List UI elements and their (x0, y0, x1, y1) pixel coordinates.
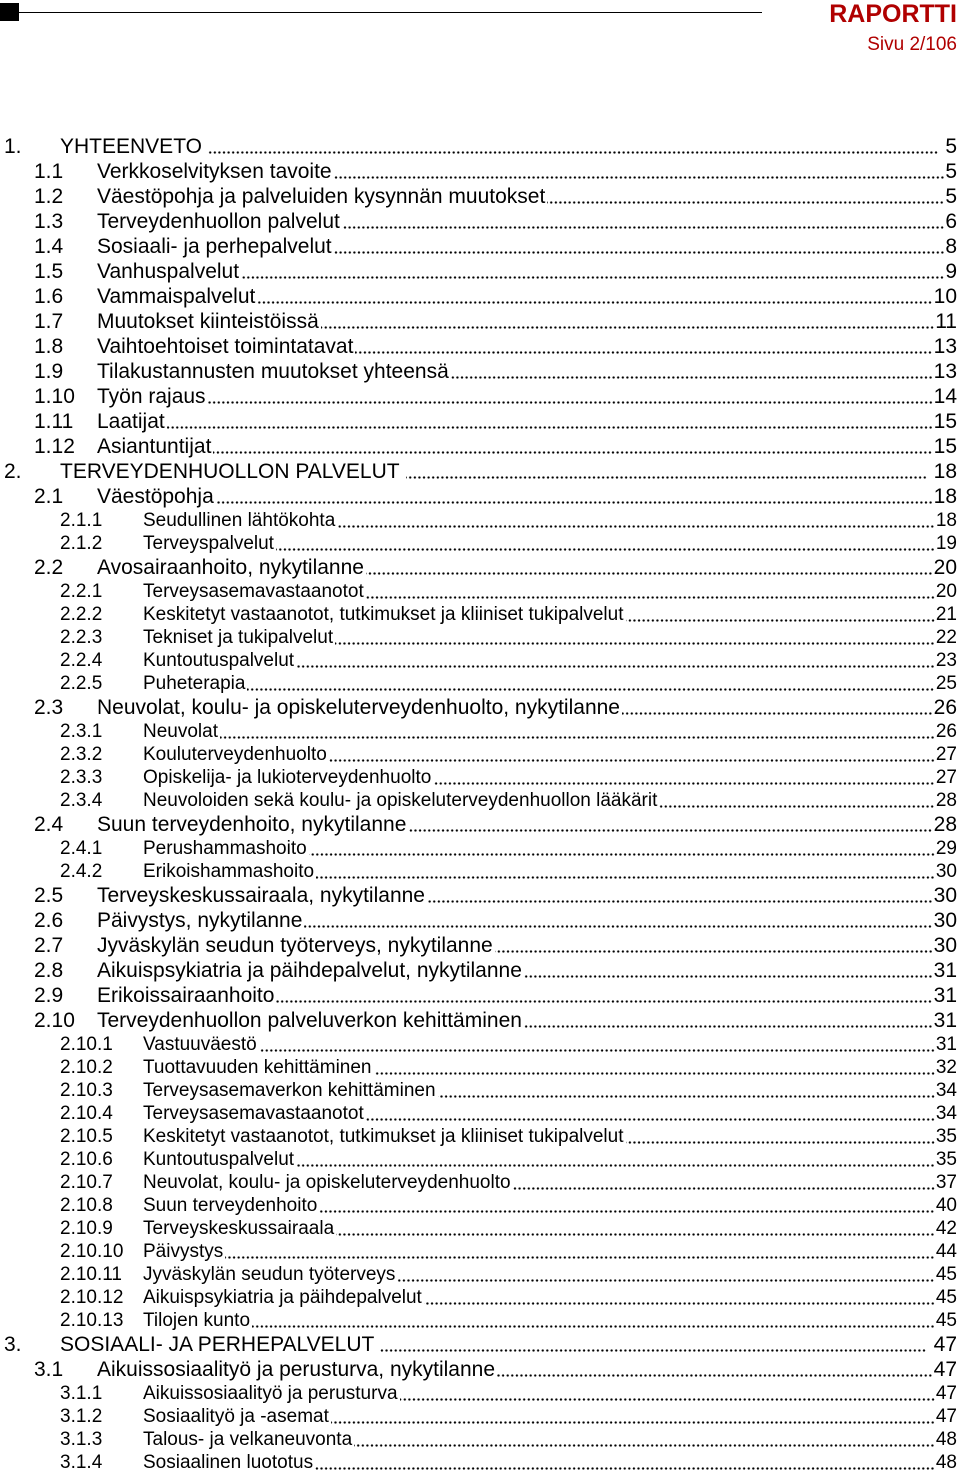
toc-entry-page: 5 (945, 184, 957, 208)
toc-entry-page: 26 (933, 695, 957, 719)
toc-entry-page: 18 (935, 509, 957, 531)
toc-dot-leader (427, 888, 933, 904)
toc-entry-1 (0, 134, 960, 158)
toc-dot-leader (213, 439, 932, 455)
toc-entry-page: 26 (935, 720, 957, 742)
toc-entry-page: 45 (935, 1309, 957, 1331)
toc-entry-title: Muutokset kiinteistöissä (97, 309, 319, 333)
toc-entry-number: 2.10.1 (60, 1033, 113, 1055)
toc-entry-2-9 (0, 983, 960, 1007)
toc-dot-leader (208, 389, 933, 405)
toc-entry-number: 2.10.10 (60, 1240, 124, 1262)
toc-entry-title: Jyväskylän seudun työterveys (143, 1263, 396, 1285)
toc-entry-title: Sosiaali- ja perhepalvelut (97, 234, 332, 258)
toc-entry-page: 23 (935, 649, 957, 671)
toc-entry-title: Väestöpohja (97, 484, 214, 508)
toc-dot-leader (167, 414, 933, 430)
toc-entry-number: 2.10.11 (60, 1263, 122, 1285)
toc-dot-leader (626, 1130, 935, 1144)
toc-entry-2-2-4 (0, 649, 960, 671)
toc-entry-number: 1.3 (34, 209, 64, 233)
toc-entry-number: 2.3.4 (60, 789, 103, 811)
toc-entry-title: Aikuispsykiatria ja päihdepalvelut, nykytilanne (97, 958, 522, 982)
toc-dot-leader (331, 1410, 935, 1424)
toc-dot-leader (247, 677, 934, 691)
toc-entry-title: YHTEENVETO (60, 134, 202, 158)
toc-entry-title: Vastuuväestö (143, 1033, 257, 1055)
toc-entry-page: 6 (945, 209, 957, 233)
toc-entry-number: 2.10.7 (60, 1171, 113, 1193)
toc-dot-leader (304, 913, 932, 929)
toc-entry-number: 2.3.3 (60, 766, 103, 788)
toc-entry-page: 25 (935, 672, 957, 694)
toc-entry-number: 2.10.8 (60, 1194, 113, 1216)
toc-dot-leader (336, 1222, 935, 1236)
toc-dot-leader (659, 794, 934, 808)
toc-entry-title: Vanhuspalvelut (97, 259, 240, 283)
toc-entry-page: 31 (933, 983, 957, 1007)
toc-entry-2-1-1 (0, 509, 960, 531)
toc-entry-title: Tuottavuuden kehittäminen (143, 1056, 372, 1078)
toc-entry-number: 3.1.1 (60, 1382, 103, 1404)
toc-entry-2-2-3 (0, 626, 960, 648)
toc-entry-number: 1.8 (34, 334, 64, 358)
toc-dot-leader (513, 1176, 935, 1190)
toc-entry-page: 42 (935, 1217, 957, 1239)
toc-dot-leader (316, 865, 935, 879)
toc-entry-number: 3. (4, 1332, 22, 1356)
toc-entry-number: 2.10.12 (60, 1286, 124, 1308)
toc-dot-leader (366, 560, 933, 576)
toc-entry-page: 47 (933, 1332, 957, 1356)
toc-entry-page: 48 (935, 1428, 957, 1450)
toc-entry-2-2-5 (0, 672, 960, 694)
toc-entry-2-10-3 (0, 1079, 960, 1101)
toc-entry-number: 1.7 (34, 309, 64, 333)
toc-entry-page: 28 (935, 789, 957, 811)
toc-entry-2-3-1 (0, 720, 960, 742)
toc-entry-number: 2.9 (34, 983, 64, 1007)
toc-entry-number: 2.3 (34, 695, 64, 719)
toc-entry-title: TERVEYDENHUOLLON PALVELUT (60, 459, 400, 483)
toc-entry-2-2-2 (0, 603, 960, 625)
toc-entry-number: 2.2.4 (60, 649, 103, 671)
toc-entry-2-10-2 (0, 1056, 960, 1078)
toc-entry-title: Terveyskeskussairaala, nykytilanne (97, 883, 425, 907)
toc-dot-leader (335, 631, 935, 645)
toc-entry-number: 2. (4, 459, 22, 483)
toc-entry-2-2 (0, 555, 960, 579)
toc-entry-1-3 (0, 209, 960, 233)
toc-entry-number: 2.8 (34, 958, 64, 982)
toc-dot-leader (309, 842, 935, 856)
toc-entry-page: 11 (935, 309, 957, 333)
toc-dot-leader (257, 289, 932, 305)
toc-dot-leader (334, 239, 945, 255)
toc-entry-number: 1.1 (34, 159, 64, 183)
toc-entry-3-1-3 (0, 1428, 960, 1450)
toc-entry-2-10-9 (0, 1217, 960, 1239)
toc-entry-2 (0, 459, 960, 483)
toc-entry-number: 3.1.2 (60, 1405, 103, 1427)
toc-entry-title: Tilakustannusten muutokset yhteensä (97, 359, 449, 383)
toc-entry-page: 28 (933, 812, 957, 836)
toc-entry-page: 9 (945, 259, 957, 283)
toc-entry-title: Terveyskeskussairaala (143, 1217, 335, 1239)
toc-entry-title: Tilojen kunto (143, 1309, 251, 1331)
toc-entry-1-12 (0, 434, 960, 458)
toc-entry-page: 30 (933, 883, 957, 907)
toc-entry-2-10-12 (0, 1286, 960, 1308)
toc-entry-number: 1.10 (34, 384, 75, 408)
toc-entry-number: 2.7 (34, 933, 64, 957)
toc-entry-page: 21 (935, 603, 957, 625)
toc-entry-2-3-4 (0, 789, 960, 811)
toc-entry-title: Vaihtoehtoiset toimintatavat (97, 334, 354, 358)
header-rule (19, 12, 762, 13)
toc-entry-2-4 (0, 812, 960, 836)
toc-entry-page: 30 (935, 860, 957, 882)
toc-entry-page: 47 (935, 1405, 957, 1427)
toc-entry-page: 13 (933, 359, 957, 383)
toc-dot-leader (225, 1245, 935, 1259)
toc-dot-leader (424, 1291, 935, 1305)
toc-entry-number: 1.9 (34, 359, 64, 383)
toc-entry-2-3-2 (0, 743, 960, 765)
toc-entry-title: Terveydenhuollon palvelut (97, 209, 340, 233)
toc-entry-number: 2.10.2 (60, 1056, 113, 1078)
toc-entry-page: 15 (933, 409, 957, 433)
toc-entry-page: 30 (933, 908, 957, 932)
toc-entry-page: 31 (933, 1008, 957, 1032)
toc-entry-2-10-1 (0, 1033, 960, 1055)
toc-entry-title: Neuvolat (143, 720, 218, 742)
toc-dot-leader (241, 264, 944, 280)
toc-entry-2-4-1 (0, 837, 960, 859)
toc-entry-title: Terveysasemavastaanotot (143, 1102, 364, 1124)
toc-entry-1-4 (0, 234, 960, 258)
toc-dot-leader (276, 537, 935, 551)
toc-entry-number: 1.12 (34, 434, 75, 458)
toc-entry-title: Työn rajaus (97, 384, 206, 408)
toc-entry-2-5 (0, 883, 960, 907)
toc-entry-1-11 (0, 409, 960, 433)
toc-entry-title: Terveyspalvelut (143, 532, 274, 554)
toc-entry-page: 20 (933, 555, 957, 579)
toc-entry-number: 2.1.2 (60, 532, 103, 554)
toc-entry-number: 2.1 (34, 484, 64, 508)
toc-dot-leader (380, 1337, 926, 1353)
toc-entry-number: 2.2.2 (60, 603, 103, 625)
toc-entry-2-1 (0, 484, 960, 508)
toc-entry-page: 5 (945, 159, 957, 183)
toc-entry-number: 1.2 (34, 184, 64, 208)
toc-entry-number: 3.1 (34, 1357, 64, 1381)
toc-entry-title: Suun terveydenhoito (143, 1194, 318, 1216)
toc-entry-2-10-7 (0, 1171, 960, 1193)
toc-entry-number: 2.6 (34, 908, 64, 932)
toc-dot-leader (547, 189, 944, 205)
toc-entry-title: Avosairaanhoito, nykytilanne (97, 555, 364, 579)
toc-entry-2-10-10 (0, 1240, 960, 1262)
toc-entry-page: 19 (935, 532, 957, 554)
toc-dot-leader (216, 489, 933, 505)
toc-dot-leader (252, 1314, 935, 1328)
toc-entry-number: 2.10.13 (60, 1309, 124, 1331)
toc-entry-title: Neuvolat, koulu- ja opiskeluterveydenhuolto (143, 1171, 511, 1193)
toc-entry-title: Päivystys, nykytilanne (97, 908, 303, 932)
toc-entry-page: 14 (933, 384, 957, 408)
toc-entry-page: 45 (935, 1286, 957, 1308)
toc-dot-leader (495, 938, 933, 954)
toc-entry-title: Keskitetyt vastaanotot, tutkimukset ja kliiniset tukipalvelut (143, 1125, 624, 1147)
toc-dot-leader (524, 963, 933, 979)
toc-entry-title: Sosiaalityö ja -asemat (143, 1405, 329, 1427)
toc-entry-title: Verkkoselvityksen tavoite (97, 159, 332, 183)
toc-entry-title: Asiantuntijat (97, 434, 212, 458)
toc-entry-2-7 (0, 933, 960, 957)
toc-entry-title: Väestöpohja ja palveluiden kysynnän muutokset (97, 184, 546, 208)
toc-entry-2-4-2 (0, 860, 960, 882)
toc-dot-leader (406, 464, 927, 480)
toc-dot-leader (337, 514, 935, 528)
report-title: RAPORTTI (829, 0, 957, 28)
toc-entry-3-1-1 (0, 1382, 960, 1404)
toc-dot-leader (451, 364, 933, 380)
toc-entry-1-2 (0, 184, 960, 208)
toc-entry-page: 37 (935, 1171, 957, 1193)
toc-entry-title: Päivystys (143, 1240, 224, 1262)
toc-entry-title: Terveysasemaverkon kehittäminen (143, 1079, 436, 1101)
toc-entry-number: 2.10.3 (60, 1079, 113, 1101)
toc-dot-leader (433, 771, 935, 785)
toc-entry-2-10-8 (0, 1194, 960, 1216)
toc-entry-title: Opiskelija- ja lukioterveydenhuolto (143, 766, 432, 788)
table-of-contents (0, 130, 960, 1473)
toc-entry-page: 27 (935, 766, 957, 788)
toc-entry-1-9 (0, 359, 960, 383)
toc-entry-title: Terveysasemavastaanotot (143, 580, 364, 602)
toc-entry-title: Tekniset ja tukipalvelut (143, 626, 334, 648)
toc-entry-number: 1.5 (34, 259, 64, 283)
toc-entry-2-2-1 (0, 580, 960, 602)
header-square-mark (0, 3, 19, 21)
toc-entry-page: 20 (935, 580, 957, 602)
toc-entry-number: 2.5 (34, 883, 64, 907)
toc-entry-number: 2.10.9 (60, 1217, 113, 1239)
toc-entry-number: 1. (4, 134, 22, 158)
toc-entry-number: 2.2.1 (60, 580, 103, 602)
toc-dot-leader (315, 1456, 935, 1470)
toc-entry-title: Neuvolat, koulu- ja opiskeluterveydenhuolto, nykytilanne (97, 695, 620, 719)
toc-entry-title: Jyväskylän seudun työterveys, nykytilanne (97, 933, 493, 957)
toc-entry-3-1-4 (0, 1451, 960, 1473)
toc-entry-1-8 (0, 334, 960, 358)
toc-dot-leader (355, 339, 932, 355)
toc-entry-1-6 (0, 284, 960, 308)
toc-entry-number: 2.10.6 (60, 1148, 113, 1170)
toc-entry-number: 2.3.1 (60, 720, 103, 742)
toc-dot-leader (334, 164, 945, 180)
toc-entry-title: Kuntoutuspalvelut (143, 649, 295, 671)
toc-entry-page: 35 (935, 1125, 957, 1147)
toc-entry-title: Erikoissairaanhoito (97, 983, 275, 1007)
toc-dot-leader (397, 1268, 934, 1282)
toc-entry-2-10-11 (0, 1263, 960, 1285)
toc-entry-title: Aikuispsykiatria ja päihdepalvelut (143, 1286, 422, 1308)
toc-dot-leader (497, 1362, 933, 1378)
toc-entry-number: 2.2 (34, 555, 64, 579)
toc-entry-title: Vammaispalvelut (97, 284, 256, 308)
toc-entry-number: 3.1.3 (60, 1428, 103, 1450)
toc-dot-leader (220, 725, 935, 739)
toc-entry-page: 5 (945, 134, 957, 158)
toc-entry-title: Neuvoloiden sekä koulu- ja opiskeluterveydenhuollon lääkärit (143, 789, 658, 811)
toc-dot-leader (354, 1433, 935, 1447)
toc-dot-leader (366, 1107, 935, 1121)
toc-entry-number: 2.10.5 (60, 1125, 113, 1147)
toc-entry-number: 1.6 (34, 284, 64, 308)
toc-entry-title: Aikuissosiaalityö ja perusturva, nykytilanne (97, 1357, 496, 1381)
toc-entry-number: 2.2.3 (60, 626, 103, 648)
toc-dot-leader (626, 608, 935, 622)
toc-entry-number: 3.1.4 (60, 1451, 103, 1473)
toc-dot-leader (259, 1038, 935, 1052)
toc-entry-page: 44 (935, 1240, 957, 1262)
toc-entry-number: 2.4.1 (60, 837, 103, 859)
toc-entry-2-10-6 (0, 1148, 960, 1170)
toc-entry-number: 2.4 (34, 812, 64, 836)
toc-entry-title: Terveydenhuollon palveluverkon kehittäminen (97, 1008, 522, 1032)
toc-entry-1-5 (0, 259, 960, 283)
toc-dot-leader (329, 748, 935, 762)
toc-dot-leader (319, 1199, 935, 1213)
toc-entry-page: 34 (935, 1079, 957, 1101)
toc-dot-leader (296, 654, 935, 668)
toc-entry-title: Sosiaalinen luototus (143, 1451, 314, 1473)
toc-dot-leader (296, 1153, 935, 1167)
toc-entry-number: 2.2.5 (60, 672, 103, 694)
toc-entry-2-10-4 (0, 1102, 960, 1124)
toc-entry-2-10-5 (0, 1125, 960, 1147)
toc-entry-number: 2.4.2 (60, 860, 103, 882)
toc-entry-page: 31 (933, 958, 957, 982)
toc-dot-leader (366, 585, 935, 599)
toc-entry-title: Laatijat (97, 409, 165, 433)
toc-entry-page: 32 (935, 1056, 957, 1078)
toc-entry-page: 34 (935, 1102, 957, 1124)
toc-entry-page: 27 (935, 743, 957, 765)
toc-dot-leader (408, 817, 932, 833)
toc-entry-title: Talous- ja velkaneuvonta (143, 1428, 353, 1450)
toc-dot-leader (438, 1084, 935, 1098)
toc-entry-page: 13 (933, 334, 957, 358)
toc-entry-number: 2.3.2 (60, 743, 103, 765)
toc-entry-title: Kouluterveydenhuolto (143, 743, 327, 765)
toc-entry-page: 31 (935, 1033, 957, 1055)
toc-entry-page: 35 (935, 1148, 957, 1170)
page-number-label: Sivu 2/106 (867, 34, 957, 55)
toc-entry-3-1 (0, 1357, 960, 1381)
toc-entry-title: Keskitetyt vastaanotot, tutkimukset ja kliiniset tukipalvelut (143, 603, 624, 625)
toc-dot-leader (321, 314, 934, 330)
toc-dot-leader (208, 139, 938, 155)
toc-entry-title: Puheterapia (143, 672, 246, 694)
toc-entry-page: 18 (933, 484, 957, 508)
toc-entry-2-6 (0, 908, 960, 932)
toc-entry-title: SOSIAALI- JA PERHEPALVELUT (60, 1332, 375, 1356)
toc-entry-page: 30 (933, 933, 957, 957)
toc-entry-page: 45 (935, 1263, 957, 1285)
toc-entry-title: Suun terveydenhoito, nykytilanne (97, 812, 407, 836)
toc-entry-page: 22 (935, 626, 957, 648)
toc-entry-1-10 (0, 384, 960, 408)
toc-entry-page: 15 (933, 434, 957, 458)
toc-entry-2-3-3 (0, 766, 960, 788)
toc-entry-1-7 (0, 309, 960, 333)
toc-entry-2-8 (0, 958, 960, 982)
toc-entry-title: Erikoishammashoito (143, 860, 315, 882)
toc-entry-page: 10 (933, 284, 957, 308)
toc-entry-2-10-13 (0, 1309, 960, 1331)
toc-entry-number: 2.1.1 (60, 509, 103, 531)
toc-entry-number: 2.10.4 (60, 1102, 113, 1124)
toc-entry-page: 18 (933, 459, 957, 483)
toc-dot-leader (374, 1061, 935, 1075)
toc-entry-title: Perushammashoito (143, 837, 307, 859)
toc-dot-leader (342, 214, 944, 230)
toc-entry-page: 40 (935, 1194, 957, 1216)
toc-entry-number: 2.10 (34, 1008, 75, 1032)
toc-entry-title: Seudullinen lähtökohta (143, 509, 336, 531)
toc-entry-page: 8 (945, 234, 957, 258)
toc-entry-3-1-2 (0, 1405, 960, 1427)
toc-entry-page: 47 (935, 1382, 957, 1404)
toc-entry-page: 47 (933, 1357, 957, 1381)
toc-entry-page: 29 (935, 837, 957, 859)
toc-entry-number: 1.11 (34, 409, 74, 433)
toc-entry-2-10 (0, 1008, 960, 1032)
toc-entry-1-1 (0, 159, 960, 183)
toc-entry-number: 1.4 (34, 234, 64, 258)
toc-entry-2-1-2 (0, 532, 960, 554)
toc-entry-page: 48 (935, 1451, 957, 1473)
toc-dot-leader (400, 1387, 935, 1401)
toc-dot-leader (524, 1013, 933, 1029)
toc-entry-title: Aikuissosiaalityö ja perusturva (143, 1382, 398, 1404)
toc-entry-3 (0, 1332, 960, 1356)
toc-entry-2-3 (0, 695, 960, 719)
toc-dot-leader (276, 988, 932, 1004)
toc-entry-title: Kuntoutuspalvelut (143, 1148, 295, 1170)
toc-dot-leader (622, 700, 933, 716)
